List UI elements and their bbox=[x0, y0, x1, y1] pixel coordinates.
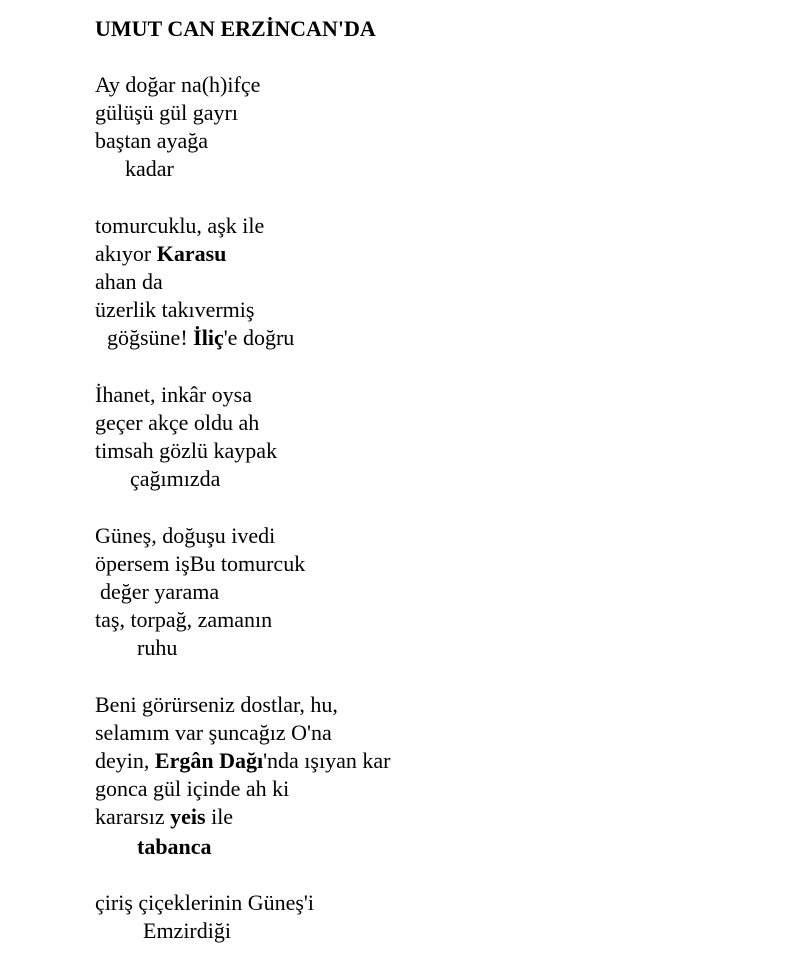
poem-line: geçer akçe oldu ah bbox=[95, 410, 260, 435]
poem-line bbox=[137, 834, 212, 860]
poem-text: 'e doğru bbox=[223, 325, 295, 350]
poem-line: ruhu bbox=[137, 635, 178, 660]
poem-line bbox=[107, 325, 294, 351]
poem-line: değer yarama bbox=[100, 579, 220, 604]
emphasis-text: yeis bbox=[170, 804, 206, 829]
poem-line: öpersem işBu tomurcuk bbox=[95, 551, 306, 576]
poem-line: gülüşü gül gayrı bbox=[95, 100, 238, 125]
poem-line: Ay doğar na(h)ifçe bbox=[95, 72, 261, 97]
poem-line bbox=[95, 241, 226, 267]
emphasis-text: tabanca bbox=[137, 834, 212, 859]
poem-line: gonca gül içinde ah ki bbox=[95, 776, 290, 801]
poem-line bbox=[95, 804, 233, 830]
poem-line: Emzirdiği bbox=[143, 918, 231, 943]
poem-text: akıyor bbox=[95, 241, 157, 266]
emphasis-text: Karasu bbox=[156, 241, 227, 266]
poem-text: göğsüne! bbox=[107, 325, 194, 350]
poem-title: UMUT CAN ERZİNCAN'DA bbox=[95, 16, 376, 41]
poem-line: ahan da bbox=[95, 269, 163, 294]
poem-text: 'nda ışıyan kar bbox=[263, 748, 391, 773]
poem-line: tomurcuklu, aşk ile bbox=[95, 213, 265, 238]
poem-line: üzerlik takıvermiş bbox=[95, 297, 255, 322]
poem-text: deyin, bbox=[95, 748, 155, 773]
poem-line: Güneş, doğuşu ivedi bbox=[95, 523, 276, 548]
poem-line bbox=[95, 748, 390, 774]
poem-line: Beni görürseniz dostlar, hu, bbox=[95, 692, 338, 717]
poem-text: ile bbox=[205, 804, 234, 829]
poem-line: İhanet, inkâr oysa bbox=[95, 382, 252, 407]
poem-line: selamım var şuncağız O'na bbox=[95, 720, 332, 745]
poem-line: baştan ayağa bbox=[95, 128, 208, 153]
poem-line: taş, torpağ, zamanın bbox=[95, 607, 273, 632]
emphasis-text: Ergân Dağı bbox=[154, 748, 264, 773]
poem-text: kararsız bbox=[95, 804, 171, 829]
emphasis-text: İliç bbox=[193, 325, 224, 350]
poem-line: timsah gözlü kaypak bbox=[95, 438, 278, 463]
poem-line: çağımızda bbox=[130, 466, 221, 491]
poem-line: kadar bbox=[125, 156, 174, 181]
poem-line: çiriş çiçeklerinin Güneş'i bbox=[95, 890, 315, 915]
